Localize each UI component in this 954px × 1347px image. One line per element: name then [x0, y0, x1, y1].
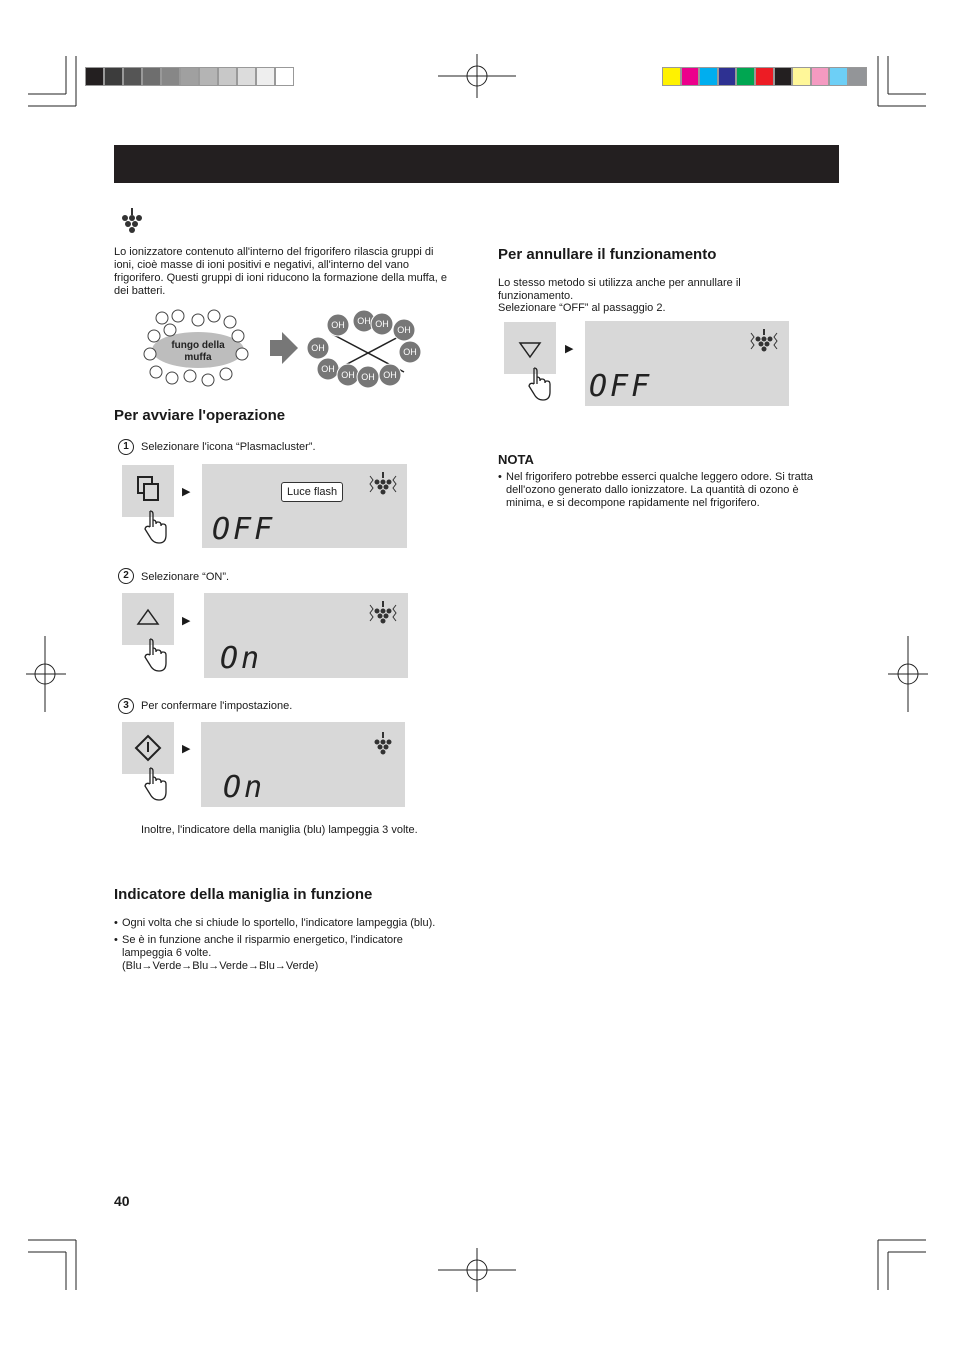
plasmacluster-icon-flashing — [749, 327, 779, 355]
page-number: 40 — [114, 1193, 130, 1209]
display-step-1 — [202, 464, 407, 548]
hand-pointer-icon — [142, 509, 168, 545]
list-item — [114, 934, 454, 973]
step-3-number: 3 — [118, 698, 134, 714]
color-swatch — [662, 67, 681, 86]
step-1-text: Selezionare l'icona “Plasmacluster”. — [141, 441, 316, 453]
gray-swatch — [161, 67, 180, 86]
gray-swatch — [256, 67, 275, 86]
list-item: • Nel frigorifero potrebbe esserci qualche leggero odore. Si tratta dell'ozono generato dallo ionizzatore. La quantità di ozono è minima, e si decompone rapidamente nel frigorifero. — [498, 471, 828, 510]
gray-swatch — [85, 67, 104, 86]
color-sequence: (Blu→Verde→Blu→Verde→Blu→Verde) — [122, 960, 319, 972]
color-swatch — [681, 67, 700, 86]
gray-swatch — [104, 67, 123, 86]
cancel-text-1: Lo stesso metodo si utilizza anche per annullare il funzionamento. — [498, 277, 741, 302]
oh-label: OH — [375, 319, 389, 329]
plasmacluster-icon — [118, 206, 146, 236]
note-list — [498, 471, 828, 514]
gray-swatch — [180, 67, 199, 86]
fungus-label-2: muffa — [184, 352, 212, 363]
indicator-heading: Indicatore della maniglia in funzione — [114, 886, 373, 903]
color-swatch — [718, 67, 737, 86]
luce-flash-callout: Luce flash — [281, 482, 343, 502]
step-3-text: Per confermare l'impostazione. — [141, 700, 293, 712]
color-swatch — [792, 67, 811, 86]
display-cancel — [585, 321, 789, 406]
fungus-label-1: fungo della — [171, 340, 225, 351]
color-swatch — [699, 67, 718, 86]
gray-swatch — [142, 67, 161, 86]
plasmacluster-icon — [371, 730, 395, 756]
gray-swatch — [237, 67, 256, 86]
cancel-heading: Per annullare il funzionamento — [498, 246, 717, 263]
oh-label: OH — [331, 320, 345, 330]
gray-swatch — [199, 67, 218, 86]
gray-swatch — [123, 67, 142, 86]
list-item-text: Se è in funzione anche il risparmio energetico, l'indicatore lampeggia 6 volte. — [122, 934, 403, 959]
step-1-number: 1 — [118, 439, 134, 455]
oh-label: OH — [341, 370, 355, 380]
oh-label: OH — [357, 316, 371, 326]
color-swatch — [829, 67, 848, 86]
display-step-2 — [204, 593, 408, 678]
color-swatch — [811, 67, 830, 86]
plasmacluster-icon-flashing — [368, 470, 398, 498]
oh-label: OH — [311, 343, 325, 353]
display-on-text: On — [220, 641, 263, 676]
list-item: • Ogni volta che si chiude lo sportello, l'indicatore lampeggia (blu). — [114, 917, 454, 930]
indicator-list — [114, 917, 454, 977]
gray-swatch — [275, 67, 294, 86]
play-arrow-icon: ▶ — [182, 486, 191, 498]
intro-text: Lo ionizzatore contenuto all'interno del frigorifero rilascia gruppi di ioni, cioè masse di ioni positivi e negativi, all'interno del vano frigorifero. Questi gruppi di ioni riducono la formazione della muffa, e dei batteri. — [114, 246, 448, 297]
hand-pointer-icon — [142, 766, 168, 802]
step-2-number: 2 — [118, 568, 134, 584]
plasmacluster-icon — [368, 599, 398, 627]
color-swatch — [848, 67, 867, 86]
display-on-text: On — [223, 770, 266, 805]
play-arrow-icon: ▶ — [182, 615, 191, 627]
arrow-right-icon — [270, 332, 298, 364]
ion-diagram — [142, 306, 432, 392]
hand-pointer-icon — [526, 366, 552, 402]
color-swatch — [755, 67, 774, 86]
play-arrow-icon: ▶ — [182, 743, 191, 755]
after-confirm-text: Inoltre, l'indicatore della maniglia (blu) lampeggia 3 volte. — [141, 824, 418, 836]
start-heading: Per avviare l'operazione — [114, 407, 286, 424]
oh-label: OH — [321, 364, 335, 374]
step-2-text: Selezionare “ON”. — [141, 571, 230, 583]
color-swatch — [774, 67, 793, 86]
gray-swatch — [218, 67, 237, 86]
play-arrow-icon: ▶ — [565, 343, 574, 355]
hand-pointer-icon — [142, 637, 168, 673]
color-swatch — [736, 67, 755, 86]
display-off-text: OFF — [589, 369, 653, 404]
oh-label: OH — [383, 370, 397, 380]
cancel-text-2: Selezionare “OFF” al passaggio 2. — [498, 302, 666, 314]
oh-label: OH — [403, 347, 417, 357]
display-step-3 — [201, 722, 405, 807]
header-bar — [114, 145, 839, 183]
oh-label: OH — [361, 372, 375, 382]
oh-label: OH — [397, 325, 411, 335]
note-heading: NOTA — [498, 452, 534, 467]
display-off-text: OFF — [212, 512, 276, 547]
